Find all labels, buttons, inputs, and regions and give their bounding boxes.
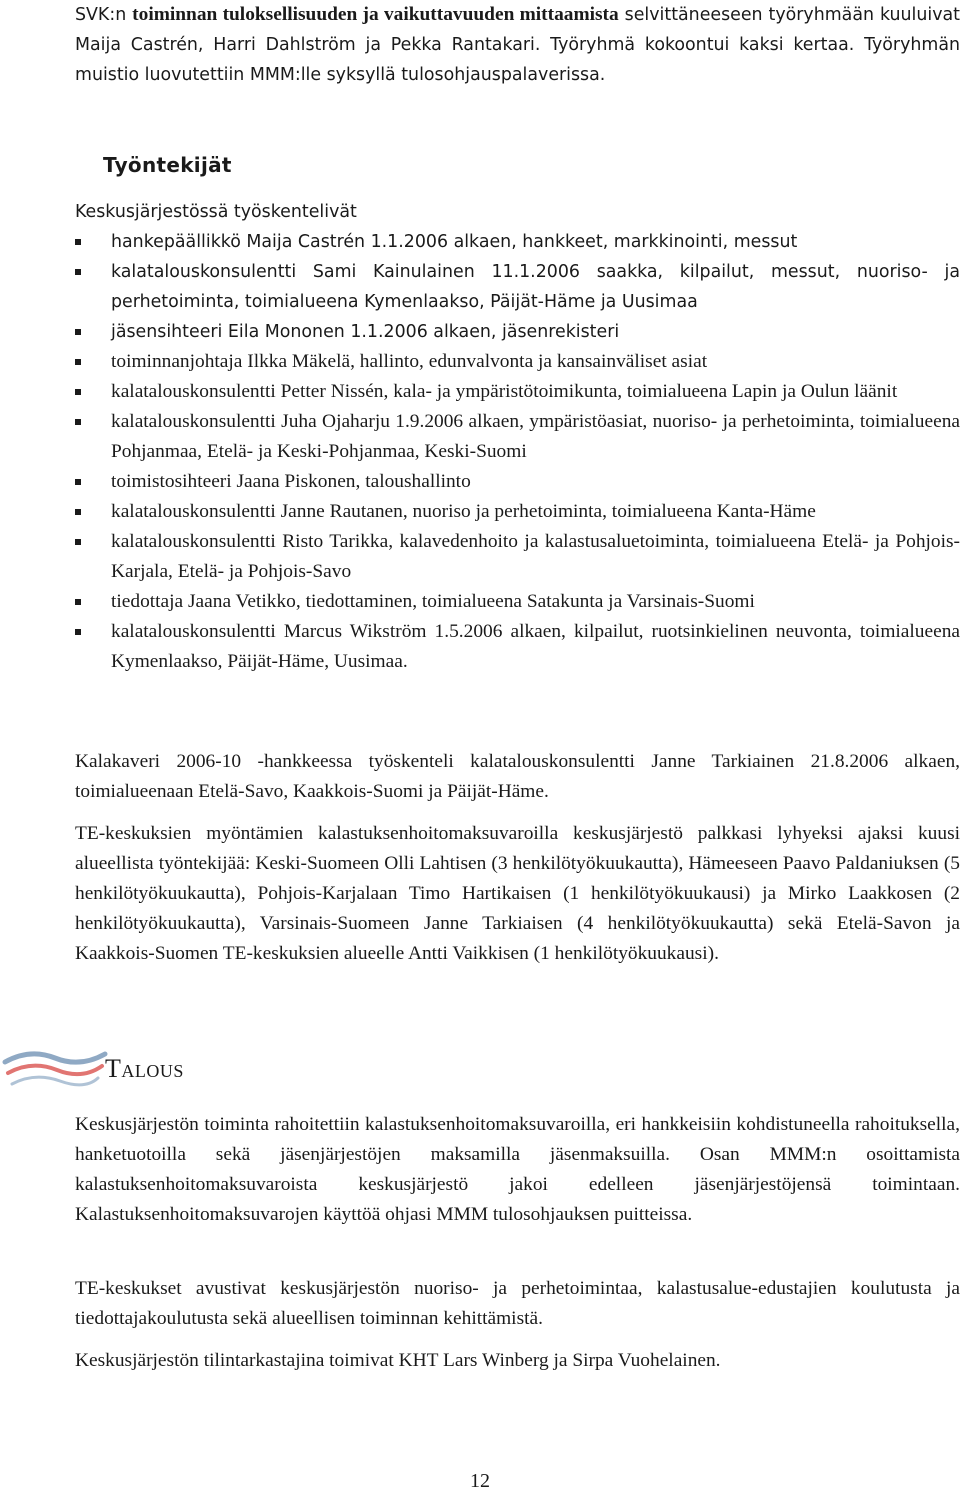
intro-bold: toiminnan tuloksellisuuden ja vaikuttavuuden mittaamista (132, 4, 619, 25)
finance-paragraph-2: TE-keskukset avustivat keskusjärjestön nuoriso- ja perhetoimintaa, kalastusalue-edustajien koulutusta ja tiedottajakoulutusta sekä alueellisen toiminnan kehittämistä. (75, 1278, 960, 1329)
intro-paragraph (75, 0, 960, 90)
employee-list (75, 227, 960, 677)
list-item: toimistosihteeri Jaana Piskonen, taloushallinto (75, 467, 960, 497)
list-item: kalatalouskonsulentti Marcus Wikström 1.5.2006 alkaen, kilpailut, ruotsinkielinen neuvonta, toimialueena Kymenlaakso, Päijät-Häme, Uusimaa. (75, 617, 960, 677)
employees-heading: Työntekijät (103, 153, 232, 177)
finance-heading: Talous (105, 1054, 184, 1083)
list-item: kalatalouskonsulentti Risto Tarikka, kalavedenhoito ja kalastusaluetoiminta, toimialueena Etelä- ja Pohjois-Karjala, Etelä- ja Pohjois-Savo (75, 527, 960, 587)
wave-logo-icon (0, 1040, 110, 1100)
kalakaveri-paragraph: Kalakaveri 2006-10 -hankkeessa työskenteli kalatalouskonsulentti Janne Tarkiainen 21.8.2006 alkaen, toimialueenaan Etelä-Savo, Kaakkois-Suomi ja Päijät-Häme. (75, 751, 960, 802)
list-item: kalatalouskonsulentti Sami Kainulainen 11.1.2006 saakka, kilpailut, messut, nuoriso- ja perhetoiminta, toimialueena Kymenlaakso, Päijät-Häme ja Uusimaa (75, 257, 960, 317)
list-item: jäsensihteeri Eila Mononen 1.1.2006 alkaen, jäsenrekisteri (75, 317, 960, 347)
te-paragraph: TE-keskuksien myöntämien kalastuksenhoitomaksuvaroilla keskusjärjestö palkkasi lyhyeksi ajaksi kuusi alueellista työntekijää: Keski-Suomeen Olli Lahtisen (3 henkilötyökuukautta), Hämeeseen Paavo Paldaniuksen (5 henkilötyökuukautta), Pohjois-Karjalaan Timo Hartikaisen (1 henkilötyökuukausi) ja Mirko Laakkosen (2 henkilötyökuukautta), Varsinais-Suomeen Janne Tarkiaisen (4 henkilötyökuukautta) sekä Etelä-Savon ja Kaakkois-Suomen TE-keskuksien alueelle Antti Vaikkisen (1 henkilötyökuukausi). (75, 823, 960, 964)
list-item: kalatalouskonsulentti Petter Nissén, kala- ja ympäristötoimikunta, toimialueena Lapin ja Oulun läänit (75, 377, 960, 407)
intro-post: selvittäneeseen työryhmään kuuluivat Maija Castrén, Harri Dahlström ja Pekka Rantakari. Työryhmä kokoontui kaksi kertaa. Työryhmän muistio luovutettiin MMM:lle syksyllä tulosohjauspalaverissa. (75, 5, 960, 85)
list-item: tiedottaja Jaana Vetikko, tiedottaminen, toimialueena Satakunta ja Varsinais-Suomi (75, 587, 960, 617)
list-item: kalatalouskonsulentti Janne Rautanen, nuoriso ja perhetoiminta, toimialueena Kanta-Häme (75, 497, 960, 527)
finance-paragraph-3: Keskusjärjestön tilintarkastajina toimivat KHT Lars Winberg ja Sirpa Vuohelainen. (75, 1350, 721, 1371)
page-number: 12 (470, 1470, 490, 1492)
list-item: kalatalouskonsulentti Juha Ojaharju 1.9.2006 alkaen, ympäristöasiat, nuoriso- ja perhetoiminta, toimialueena Pohjanmaa, Etelä- ja Keski-Pohjanmaa, Keski-Suomi (75, 407, 960, 467)
list-item: hankepäällikkö Maija Castrén 1.1.2006 alkaen, hankkeet, markkinointi, messut (75, 227, 960, 257)
employees-lead: Keskusjärjestössä työskentelivät (75, 202, 357, 222)
list-item: toiminnanjohtaja Ilkka Mäkelä, hallinto, edunvalvonta ja kansainväliset asiat (75, 347, 960, 377)
finance-paragraph-1: Keskusjärjestön toiminta rahoitettiin kalastuksenhoitomaksuvaroilla, eri hankkeisiin kohdistuneella rahoituksella, hanketuotoilla sekä jäsenjärjestöjen maksamilla jäsenmaksuilla. Osan MMM:n osoittamista kalastuksenhoitomaksuvaroista keskusjärjestö jakoi edelleen jäsenjärjestöjensä toimintaan. Kalastuksenhoitomaksuvarojen käyttöä ohjasi MMM tulosohjauksen puitteissa. (75, 1114, 960, 1225)
intro-pre: SVK:n (75, 5, 133, 25)
